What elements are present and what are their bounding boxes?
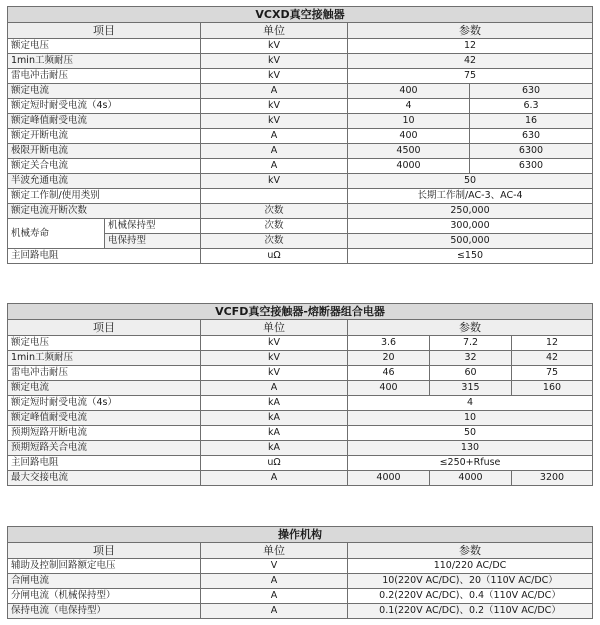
row-param-2: 16 xyxy=(470,114,593,129)
row-param: 250,000 xyxy=(348,204,593,219)
row-item: 极限开断电流 xyxy=(8,144,201,159)
row-param: 10(220V AC/DC)、20（110V AC/DC） xyxy=(348,574,593,589)
row-unit: A xyxy=(201,471,348,486)
row-item: 额定峰值耐受电流 xyxy=(8,114,201,129)
row-unit: A xyxy=(201,129,348,144)
row-item: 分闸电流（机械保持型） xyxy=(8,589,201,604)
row-param-1: 4 xyxy=(348,99,470,114)
row-unit: A xyxy=(201,574,348,589)
row-unit: 次数 xyxy=(201,234,348,249)
operating-mechanism-table xyxy=(7,526,593,619)
row-param: 12 xyxy=(348,39,593,54)
row-unit: kV xyxy=(201,366,348,381)
table-row xyxy=(8,204,593,219)
row-unit: A xyxy=(201,159,348,174)
row-param-3: 12 xyxy=(512,336,593,351)
row-item: 额定关合电流 xyxy=(8,159,201,174)
row-item: 半波允通电流 xyxy=(8,174,201,189)
row-param: 42 xyxy=(348,54,593,69)
table-title: VCFD真空接触器-熔断器组合电器 xyxy=(8,304,593,320)
row-param-1: 4000 xyxy=(348,471,430,486)
row-unit: V xyxy=(201,559,348,574)
column-header-params: 参数 xyxy=(348,23,593,39)
table-row xyxy=(8,441,593,456)
row-item: 1min工频耐压 xyxy=(8,54,201,69)
row-param-3: 42 xyxy=(512,351,593,366)
row-param-2: 60 xyxy=(430,366,512,381)
column-header-params: 参数 xyxy=(348,320,593,336)
row-unit: kV xyxy=(201,336,348,351)
row-item: 预期短路开断电流 xyxy=(8,426,201,441)
table-row xyxy=(8,366,593,381)
row-unit: 次数 xyxy=(201,219,348,234)
row-param: 0.1(220V AC/DC)、0.2（110V AC/DC） xyxy=(348,604,593,619)
vcxd-spec-table xyxy=(7,6,593,264)
table-row xyxy=(8,159,593,174)
row-param-1: 4500 xyxy=(348,144,470,159)
row-param-2: 630 xyxy=(470,84,593,99)
row-param: 10 xyxy=(348,411,593,426)
row-unit: kA xyxy=(201,426,348,441)
table-row xyxy=(8,54,593,69)
table-row xyxy=(8,456,593,471)
table-row xyxy=(8,426,593,441)
table-row xyxy=(8,381,593,396)
row-unit: 次数 xyxy=(201,204,348,219)
table-row xyxy=(8,219,593,234)
row-unit: kV xyxy=(201,114,348,129)
table-row xyxy=(8,249,593,264)
row-unit xyxy=(201,189,348,204)
row-item: 最大交接电流 xyxy=(8,471,201,486)
row-unit: kA xyxy=(201,411,348,426)
table-row xyxy=(8,84,593,99)
row-unit: uΩ xyxy=(201,456,348,471)
row-param: 75 xyxy=(348,69,593,84)
column-header-item: 项目 xyxy=(8,543,201,559)
row-param: 500,000 xyxy=(348,234,593,249)
row-item: 辅助及控制回路额定电压 xyxy=(8,559,201,574)
row-item: 额定电压 xyxy=(8,336,201,351)
row-item: 雷电冲击耐压 xyxy=(8,366,201,381)
column-header-item: 项目 xyxy=(8,320,201,336)
column-header-params: 参数 xyxy=(348,543,593,559)
row-unit: kA xyxy=(201,396,348,411)
table-row xyxy=(8,336,593,351)
row-param: 50 xyxy=(348,426,593,441)
row-param: 130 xyxy=(348,441,593,456)
row-item: 雷电冲击耐压 xyxy=(8,69,201,84)
table-row xyxy=(8,189,593,204)
row-item: 额定峰值耐受电流 xyxy=(8,411,201,426)
column-header-unit: 单位 xyxy=(201,23,348,39)
row-param-2: 630 xyxy=(470,129,593,144)
row-subitem: 机械保持型 xyxy=(105,219,201,234)
table-row xyxy=(8,129,593,144)
row-param-2: 6300 xyxy=(470,144,593,159)
table-row xyxy=(8,411,593,426)
table-row xyxy=(8,99,593,114)
row-item: 机械寿命 xyxy=(8,219,105,249)
table-row xyxy=(8,471,593,486)
table-row xyxy=(8,114,593,129)
row-param-3: 75 xyxy=(512,366,593,381)
row-unit: A xyxy=(201,381,348,396)
table-row xyxy=(8,559,593,574)
row-unit: A xyxy=(201,144,348,159)
row-param: 110/220 AC/DC xyxy=(348,559,593,574)
row-unit: kV xyxy=(201,174,348,189)
table-row xyxy=(8,351,593,366)
table-row xyxy=(8,69,593,84)
column-header-item: 项目 xyxy=(8,23,201,39)
row-param-1: 400 xyxy=(348,381,430,396)
row-param: ≤250+Rfuse xyxy=(348,456,593,471)
row-unit: uΩ xyxy=(201,249,348,264)
table-row xyxy=(8,589,593,604)
table-row xyxy=(8,39,593,54)
row-param-2: 6.3 xyxy=(470,99,593,114)
table-row xyxy=(8,174,593,189)
table-title: 操作机构 xyxy=(8,527,593,543)
row-item: 额定工作制/使用类别 xyxy=(8,189,201,204)
row-item: 1min工频耐压 xyxy=(8,351,201,366)
row-param: 300,000 xyxy=(348,219,593,234)
row-item: 预期短路关合电流 xyxy=(8,441,201,456)
table-row xyxy=(8,574,593,589)
row-item: 额定电流开断次数 xyxy=(8,204,201,219)
row-unit: A xyxy=(201,604,348,619)
row-param-2: 6300 xyxy=(470,159,593,174)
row-unit: kV xyxy=(201,99,348,114)
table-row xyxy=(8,144,593,159)
vcfd-spec-table xyxy=(7,303,593,486)
row-param-3: 3200 xyxy=(512,471,593,486)
row-param-1: 10 xyxy=(348,114,470,129)
row-param-1: 400 xyxy=(348,129,470,144)
row-item: 额定电流 xyxy=(8,381,201,396)
row-unit: kA xyxy=(201,441,348,456)
row-item: 保持电流（电保持型） xyxy=(8,604,201,619)
row-subitem: 电保持型 xyxy=(105,234,201,249)
row-item: 额定短时耐受电流（4s） xyxy=(8,99,201,114)
row-item: 主回路电阻 xyxy=(8,456,201,471)
row-param-2: 4000 xyxy=(430,471,512,486)
row-param-2: 315 xyxy=(430,381,512,396)
row-param-3: 160 xyxy=(512,381,593,396)
row-unit: A xyxy=(201,589,348,604)
table-row xyxy=(8,604,593,619)
row-item: 额定电压 xyxy=(8,39,201,54)
row-param-1: 4000 xyxy=(348,159,470,174)
column-header-unit: 单位 xyxy=(201,320,348,336)
row-unit: kV xyxy=(201,69,348,84)
row-param-2: 32 xyxy=(430,351,512,366)
row-param-2: 7.2 xyxy=(430,336,512,351)
row-param-1: 400 xyxy=(348,84,470,99)
row-item: 额定电流 xyxy=(8,84,201,99)
column-header-unit: 单位 xyxy=(201,543,348,559)
row-item: 主回路电阻 xyxy=(8,249,201,264)
row-param: 0.2(220V AC/DC)、0.4（110V AC/DC） xyxy=(348,589,593,604)
row-item: 额定短时耐受电流（4s） xyxy=(8,396,201,411)
row-unit: kV xyxy=(201,39,348,54)
row-param: ≤150 xyxy=(348,249,593,264)
row-unit: kV xyxy=(201,54,348,69)
row-param-1: 46 xyxy=(348,366,430,381)
row-param-1: 3.6 xyxy=(348,336,430,351)
row-item: 额定开断电流 xyxy=(8,129,201,144)
row-item: 合闸电流 xyxy=(8,574,201,589)
row-param: 50 xyxy=(348,174,593,189)
row-param: 4 xyxy=(348,396,593,411)
table-row xyxy=(8,396,593,411)
row-unit: A xyxy=(201,84,348,99)
row-unit: kV xyxy=(201,351,348,366)
row-param-1: 20 xyxy=(348,351,430,366)
row-param: 长期工作制/AC-3、AC-4 xyxy=(348,189,593,204)
table-title: VCXD真空接触器 xyxy=(8,7,593,23)
